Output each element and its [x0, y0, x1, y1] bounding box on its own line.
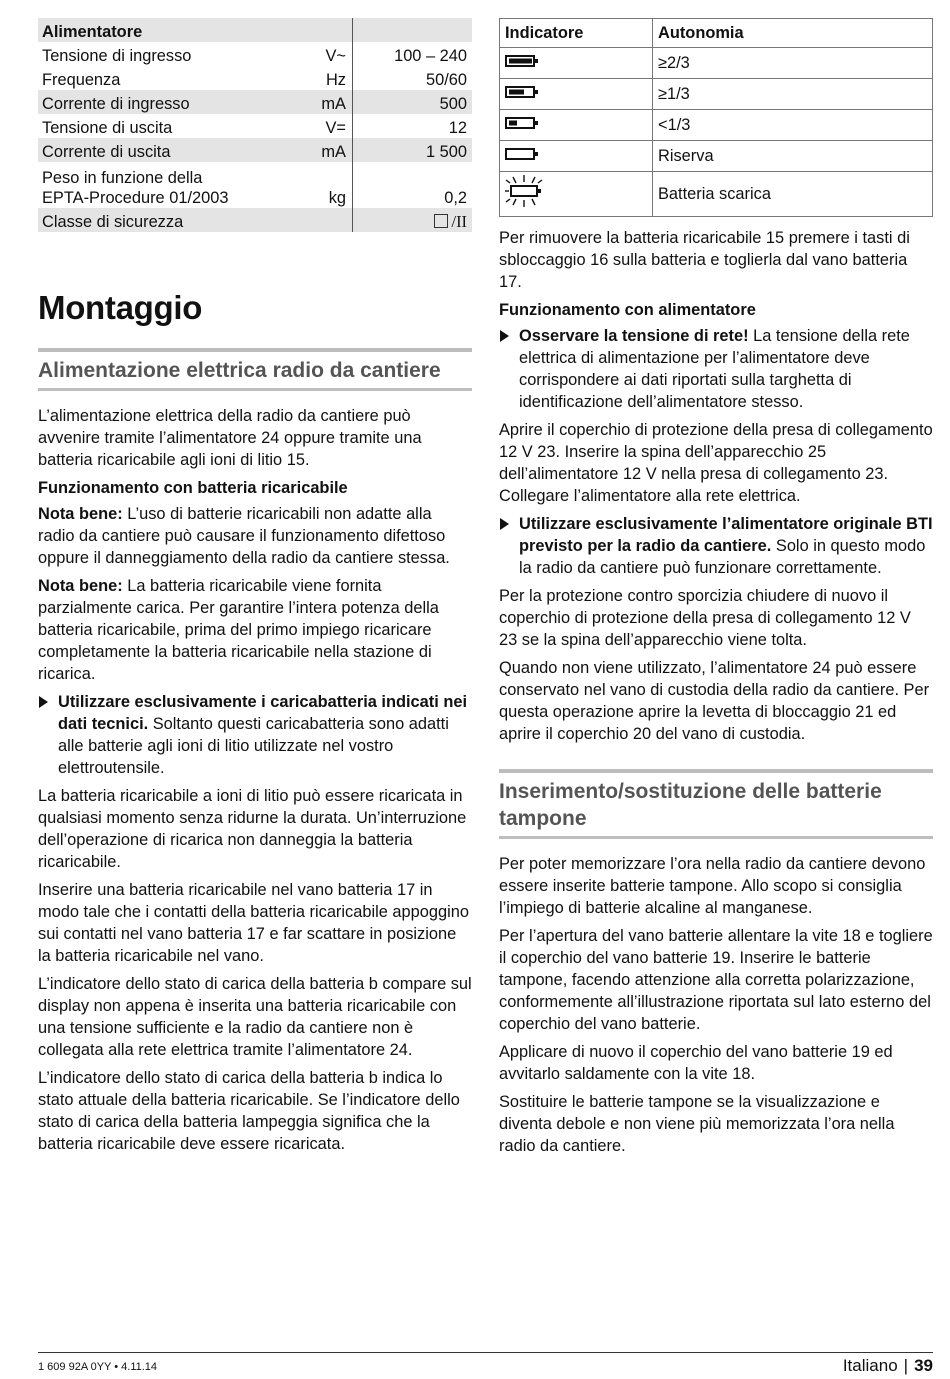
spec-value: 500 [353, 90, 473, 114]
spec-unit: kg [290, 162, 353, 208]
spec-row [38, 208, 472, 232]
spec-table [38, 18, 472, 232]
battery-two-thirds-icon [500, 79, 653, 110]
spec-label: Frequenza [42, 71, 121, 89]
spec-row [38, 114, 472, 138]
battery-table-header [500, 19, 933, 48]
note-label: Nota bene: [38, 505, 123, 523]
page-number: 39 [914, 1356, 933, 1375]
paragraph: Inserire una batteria ricaricabile nel vano batteria 17 in modo tale che i contatti della batteria ricaricabile appoggino sui contatti nel vano batteria 17 e far scattare in posizione la batteria ricaricabile nel vano. [38, 881, 469, 965]
spec-label: Tensione di ingresso [42, 47, 192, 65]
spec-row [38, 66, 472, 90]
spec-row [38, 42, 472, 66]
section-rule [499, 836, 933, 839]
paragraph: L’alimentazione elettrica della radio da cantiere può avvenire tramite l’alimentatore 24 oppure tramite una batteria ricaricabile agli ioni di litio 15. [38, 407, 422, 469]
bullet-bold: Utilizzare esclusivamente i caricabatteria indicati nei dati tecnici. [58, 693, 468, 733]
footer-doc-code: 1 609 92A 0YY • 4.11.14 [38, 1361, 158, 1373]
paragraph: Quando non viene utilizzato, l’alimentatore 24 può essere conservato nel vano di custodia della radio da cantiere. Per questa operazione aprire la levetta di bloccaggio 21 ed aprire il coperchio 20 del vano di custodia. [499, 659, 930, 743]
battery-level: ≥2/3 [653, 48, 933, 79]
section-title: Alimentazione elettrica radio da cantiere [38, 359, 441, 382]
bullet-item [499, 513, 933, 579]
battery-row [500, 79, 933, 110]
paragraph: Per l’apertura del vano batterie allentare la vite 18 e togliere il coperchio del vano batterie 19. Inserire le batterie tampone, facendo attenzione alla corretta polarizzazione, conformemente all’illustrazione riportata sul lato esterno del coperchio del vano batterie. [499, 927, 933, 1033]
spec-unit: mA [290, 138, 353, 162]
spec-value-text: /II [451, 212, 467, 231]
paragraph: Per rimuovere la batteria ricaricabile 15 premere i tasti di sbloccaggio 16 sulla batteria e toglierla dal vano batteria 17. [499, 229, 910, 291]
section-title: Inserimento/sostituzione delle batterie tampone [499, 780, 882, 830]
battery-empty-icon [500, 141, 653, 172]
spec-unit: V~ [290, 42, 353, 66]
bullet-text: Soltanto questi caricabatteria sono adatti alle batterie agli ioni di litio utilizzate nel vostro elettroutensile. [58, 715, 449, 777]
bullet-triangle-icon [500, 330, 509, 342]
right-column [499, 18, 933, 1163]
spec-value: 0,2 [444, 189, 467, 207]
battery-row [500, 110, 933, 141]
note-text: La batteria ricaricabile viene fornita parzialmente carica. Per garantire l’intera potenza della batteria ricaricabile, prima del primo impiego ricaricare completamente la batteria ricaricabile nella stazione di ricarica. [38, 577, 439, 683]
bullet-bold: Utilizzare esclusivamente l’alimentatore originale BTI previsto per la radio da cantiere. [519, 515, 933, 555]
battery-level: Batteria scarica [653, 172, 933, 217]
battery-full-icon [500, 48, 653, 79]
spec-row [38, 90, 472, 114]
bullet-triangle-icon [39, 696, 48, 708]
spec-row [38, 162, 472, 208]
battery-col-header: Autonomia [653, 19, 933, 48]
battery-table [499, 18, 933, 217]
subheading: Funzionamento con alimentatore [499, 301, 756, 319]
paragraph: L’indicatore dello stato di carica della batteria b compare sul display non appena è inserita una batteria ricaricabile con una tensione sufficiente e la radio da cantiere non è collegata alla rete elettrica tramite l’alimentatore 24. [38, 975, 472, 1059]
spec-unit: Hz [290, 66, 353, 90]
bullet-text: Solo in questo modo la radio da cantiere può funzionare correttamente. [519, 537, 926, 577]
spec-label [38, 162, 290, 208]
battery-level: ≥1/3 [653, 79, 933, 110]
spec-unit: V= [290, 114, 353, 138]
spec-value: 50/60 [425, 71, 467, 89]
note-label: Nota bene: [38, 577, 123, 595]
note-text: L’uso di batterie ricaricabili non adatte alla radio da cantiere può causare il funzionamento difettoso oppure il danneggiamento della radio da cantiere stessa. [38, 505, 450, 567]
spec-row [38, 138, 472, 162]
battery-one-third-icon [500, 110, 653, 141]
battery-level: <1/3 [653, 110, 933, 141]
battery-row [500, 172, 933, 217]
footer-rule [38, 1352, 933, 1353]
left-column [38, 18, 472, 1161]
spec-label: Corrente di uscita [38, 138, 290, 162]
battery-level: Riserva [653, 141, 933, 172]
battery-col-header: Indicatore [500, 19, 653, 48]
subheading: Funzionamento con batteria ricaricabile [38, 479, 348, 497]
spec-value: 1 500 [353, 138, 473, 162]
spec-label: Classe di sicurezza [38, 208, 290, 232]
paragraph: Per la protezione contro sporcizia chiudere di nuovo il coperchio di protezione della presa di collegamento 12 V 23 se la spina dell’apparecchio viene tolta. [499, 587, 911, 649]
spec-value [353, 208, 473, 232]
battery-row [500, 48, 933, 79]
spec-unit: mA [290, 90, 353, 114]
spec-label-line: Peso in funzione della [42, 169, 203, 187]
spec-value: 100 – 240 [394, 47, 467, 65]
footer-page-info [843, 1356, 933, 1376]
spec-unit [290, 208, 353, 232]
paragraph [38, 575, 472, 685]
paragraph: L’indicatore dello stato di carica della batteria b indica lo stato attuale della batteria ricaricabile. Se l’indicatore dello stato di carica della batteria lampeggia significa che la batteria ricaricabile deve essere ricaricata. [38, 1069, 460, 1153]
bullet-item [499, 325, 933, 413]
battery-row [500, 141, 933, 172]
battery-flashing-icon [500, 172, 653, 217]
paragraph: Applicare di nuovo il coperchio del vano batterie 19 ed avvitarlo saldamente con la vite 18. [499, 1043, 893, 1083]
footer-separator: | [903, 1356, 909, 1375]
bullet-triangle-icon [500, 518, 509, 530]
paragraph: Sostituire le batterie tampone se la visualizzazione e diventa debole e non viene più memorizzata l’ora nella radio da cantiere. [499, 1093, 895, 1155]
spec-table-header [38, 18, 472, 42]
paragraph: Per poter memorizzare l’ora nella radio da cantiere devono essere inserite batterie tampone. Allo scopo si consiglia l’impiego di batterie alcaline al manganese. [499, 855, 926, 917]
paragraph: La batteria ricaricabile a ioni di litio può essere ricaricata in qualsiasi momento senza ridurne la durata. Un’interruzione dell’operazione di ricarica non danneggia la batteria ricaricabile. [38, 787, 467, 871]
spec-value: 12 [448, 119, 467, 137]
spec-label: Tensione di uscita [42, 119, 173, 137]
bullet-text: La tensione della rete elettrica di alimentazione per l’alimentatore deve corrispondere ai dati riportati sulla targhetta di identificazione dell’alimentatore stesso. [519, 327, 910, 411]
spec-label: Corrente di ingresso [38, 90, 290, 114]
bullet-item [38, 691, 472, 779]
protection-class-square-icon [434, 214, 448, 228]
bullet-bold: Osservare la tensione di rete! [519, 327, 749, 345]
footer-language: Italiano [842, 1356, 898, 1375]
spec-label-line: EPTA-Procedure 01/2003 [42, 189, 229, 207]
paragraph: Aprire il coperchio di protezione della presa di collegamento 12 V 23. Inserire la spina dell’apparecchio 25 dell’alimentatore 12 V nella presa di collegamento 23. Collegare l’alimentatore alla rete elettrica. [499, 421, 933, 505]
spec-table-title: Alimentatore [38, 18, 290, 42]
paragraph [38, 503, 472, 569]
section-rule [38, 388, 472, 391]
chapter-title: Montaggio [38, 289, 203, 326]
